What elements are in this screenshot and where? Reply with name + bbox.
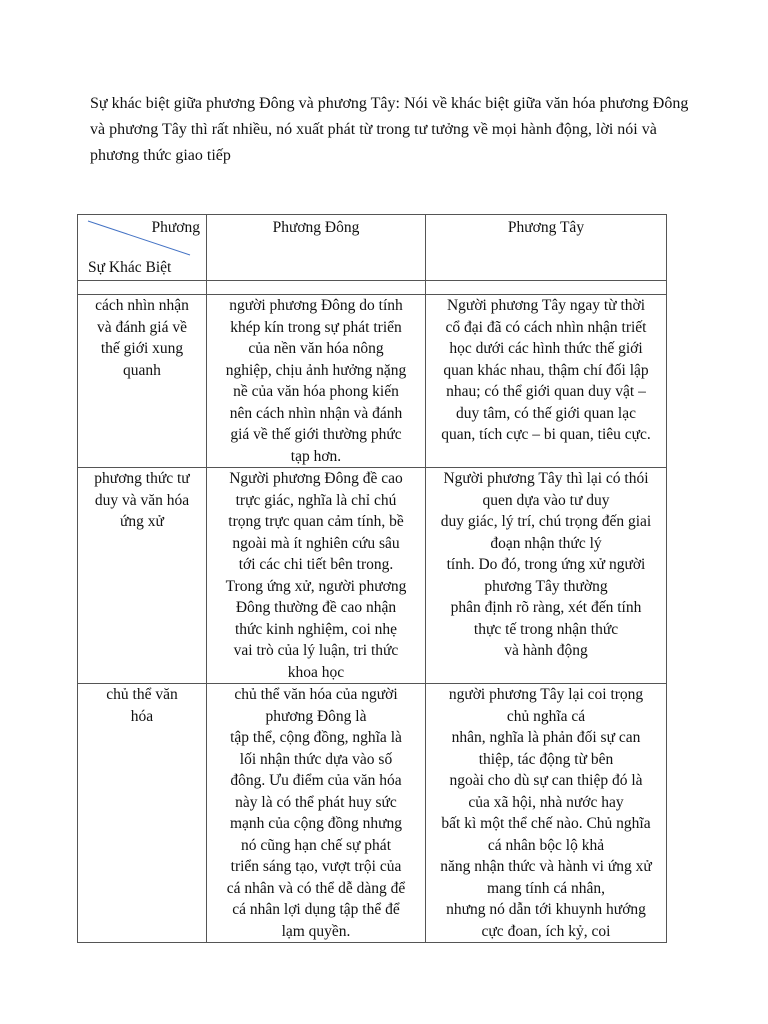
spacer-cell bbox=[207, 281, 426, 295]
cell-line: duy giác, lý trí, chú trọng đến giai bbox=[440, 513, 652, 530]
cell-line: tới các chi tiết bên trong. bbox=[238, 556, 394, 573]
cell-line: khoa học bbox=[287, 663, 345, 681]
cell-line: tạp hơn. bbox=[290, 447, 342, 465]
cell-line: lối nhận thức dựa vào số bbox=[239, 750, 393, 768]
cell-line: nhân, nghĩa là phản đối sự can bbox=[451, 729, 641, 746]
cell-line: ngoài mà ít nghiên cứu sâu bbox=[232, 534, 400, 552]
cell-line: cách nhìn nhận bbox=[95, 297, 189, 314]
cell-line: nên cách nhìn nhận và đánh bbox=[229, 404, 403, 422]
cell-line: tập thể, cộng đồng, nghĩa là bbox=[230, 729, 402, 746]
cell-line: phân định rõ ràng, xét đến tính bbox=[450, 599, 642, 616]
cell-line: mạnh của cộng đồng nhưng bbox=[230, 815, 402, 832]
cell-line: này là có thể phát huy sức bbox=[235, 793, 397, 811]
cell-line: cá nhân lợi dụng tập thể để bbox=[232, 901, 400, 918]
cell-line: nhau; có thể giới quan duy vật – bbox=[446, 383, 646, 400]
cell-line: người phương Tây lại coi trọng bbox=[448, 686, 644, 703]
cell-line: Đông thường đề cao nhận bbox=[235, 599, 397, 616]
west-cell bbox=[426, 295, 667, 468]
cell-line: mang tính cá nhân, bbox=[487, 879, 605, 897]
cell-line: Trong ứng xử, người phương bbox=[225, 577, 407, 595]
cell-line: thực tế trong nhận thức bbox=[473, 620, 619, 638]
topic-cell bbox=[78, 684, 207, 943]
cell-line: cá nhân và có thể dễ dàng để bbox=[226, 879, 406, 897]
cell-line: quanh bbox=[123, 361, 161, 379]
cell-line: cực đoan, ích kỷ, coi bbox=[481, 922, 611, 940]
spacer-row bbox=[78, 281, 667, 295]
corner-top-label: Phương bbox=[151, 219, 200, 236]
cell-line: tính. Do đó, trong ứng xử người bbox=[446, 556, 646, 573]
cell-line: trọng trực quan cảm tính, bề bbox=[228, 513, 404, 530]
table-row bbox=[78, 468, 667, 684]
table-row bbox=[78, 295, 667, 468]
cell-line: phương thức tư bbox=[94, 470, 190, 487]
intro-paragraph: Sự khác biệt giữa phương Đông và phương Tây: Nói về khác biệt giữa văn hóa phương Đông và phương Tây thì rất nhiều, nó xuất phát từ trong tư tưởng về mọi hành động, lời nói và phương thức giao tiếp bbox=[90, 95, 689, 164]
cell-line: Người phương Tây ngay từ thời bbox=[446, 297, 646, 314]
cell-line: quan khác nhau, thậm chí đối lập bbox=[443, 361, 649, 379]
cell-line: lạm quyền. bbox=[281, 922, 351, 940]
corner-bottom-label: Sự Khác Biệt bbox=[88, 259, 172, 276]
cell-line: quan, tích cực – bi quan, tiêu cực. bbox=[441, 426, 651, 443]
west-cell bbox=[426, 468, 667, 684]
cell-line: năng nhận thức và hành vi ứng xử bbox=[440, 858, 652, 875]
cell-line: Người phương Đông đề cao bbox=[229, 470, 403, 487]
cell-line: người phương Đông do tính bbox=[229, 297, 403, 314]
west-cell bbox=[426, 684, 667, 943]
cell-line: đông. Ưu điểm của văn hóa bbox=[230, 772, 402, 789]
corner-header-cell bbox=[78, 215, 207, 281]
cell-line: và đánh giá về bbox=[97, 318, 187, 336]
cell-line: cá nhân bộc lộ khả bbox=[487, 836, 605, 854]
comparison-table bbox=[77, 214, 667, 943]
cell-line: phương Đông là bbox=[265, 707, 367, 725]
cell-line: chủ nghĩa cá bbox=[506, 707, 586, 725]
cell-line: ngoài cho dù sự can thiệp đó là bbox=[449, 772, 643, 789]
cell-line: nề của văn hóa phong kiến bbox=[233, 383, 399, 400]
cell-line: trực giác, nghĩa là chỉ chú bbox=[235, 491, 397, 509]
east-cell bbox=[207, 468, 426, 684]
table-row bbox=[78, 684, 667, 943]
cell-line: thế giới xung bbox=[100, 340, 184, 357]
cell-line: nghiệp, chịu ảnh hưởng nặng bbox=[225, 361, 407, 379]
cell-line: và hành động bbox=[504, 642, 588, 659]
cell-line: thiệp, tác động từ bên bbox=[478, 750, 614, 768]
east-cell bbox=[207, 295, 426, 468]
cell-line: quen dựa vào tư duy bbox=[482, 491, 610, 509]
spacer-cell bbox=[426, 281, 667, 295]
cell-line: đoạn nhận thức lý bbox=[490, 534, 602, 552]
east-cell bbox=[207, 684, 426, 943]
cell-line: cổ đại đã có cách nhìn nhận triết bbox=[445, 318, 647, 336]
topic-cell bbox=[78, 468, 207, 684]
cell-line: vai trò của lý luận, tri thức bbox=[233, 642, 399, 659]
table-header-row bbox=[78, 215, 667, 281]
spacer-cell bbox=[78, 281, 207, 295]
cell-line: của xã hội, nhà nước hay bbox=[468, 793, 624, 811]
cell-line: khép kín trong sự phát triển bbox=[230, 318, 402, 336]
cell-line: chủ thể văn hóa của người bbox=[234, 686, 398, 703]
cell-line: ứng xử bbox=[120, 513, 164, 530]
cell-line: Người phương Tây thì lại có thói bbox=[443, 470, 649, 487]
cell-line: duy tâm, có thế giới quan lạc bbox=[456, 404, 636, 422]
cell-line: bất kì một thể chế nào. Chủ nghĩa bbox=[441, 815, 651, 832]
header-east: Phương Đông bbox=[207, 215, 426, 281]
cell-line: học dưới các hình thức thế giới bbox=[449, 340, 643, 357]
cell-line: của nền văn hóa nông bbox=[248, 340, 384, 357]
cell-line: hóa bbox=[130, 707, 154, 725]
cell-line: thức kinh nghiệm, coi nhẹ bbox=[234, 620, 398, 638]
cell-line: chủ thể văn bbox=[106, 686, 178, 703]
cell-line: phương Tây thường bbox=[484, 577, 608, 595]
header-west: Phương Tây bbox=[426, 215, 667, 281]
cell-line: nhưng nó dẫn tới khuynh hướng bbox=[446, 901, 646, 918]
cell-line: giá về thế giới thường phức bbox=[230, 426, 402, 443]
cell-line: duy và văn hóa bbox=[94, 491, 190, 509]
cell-line: nó cũng hạn chế sự phát bbox=[240, 836, 391, 854]
cell-line: triển sáng tạo, vượt trội của bbox=[230, 858, 402, 875]
topic-cell bbox=[78, 295, 207, 468]
